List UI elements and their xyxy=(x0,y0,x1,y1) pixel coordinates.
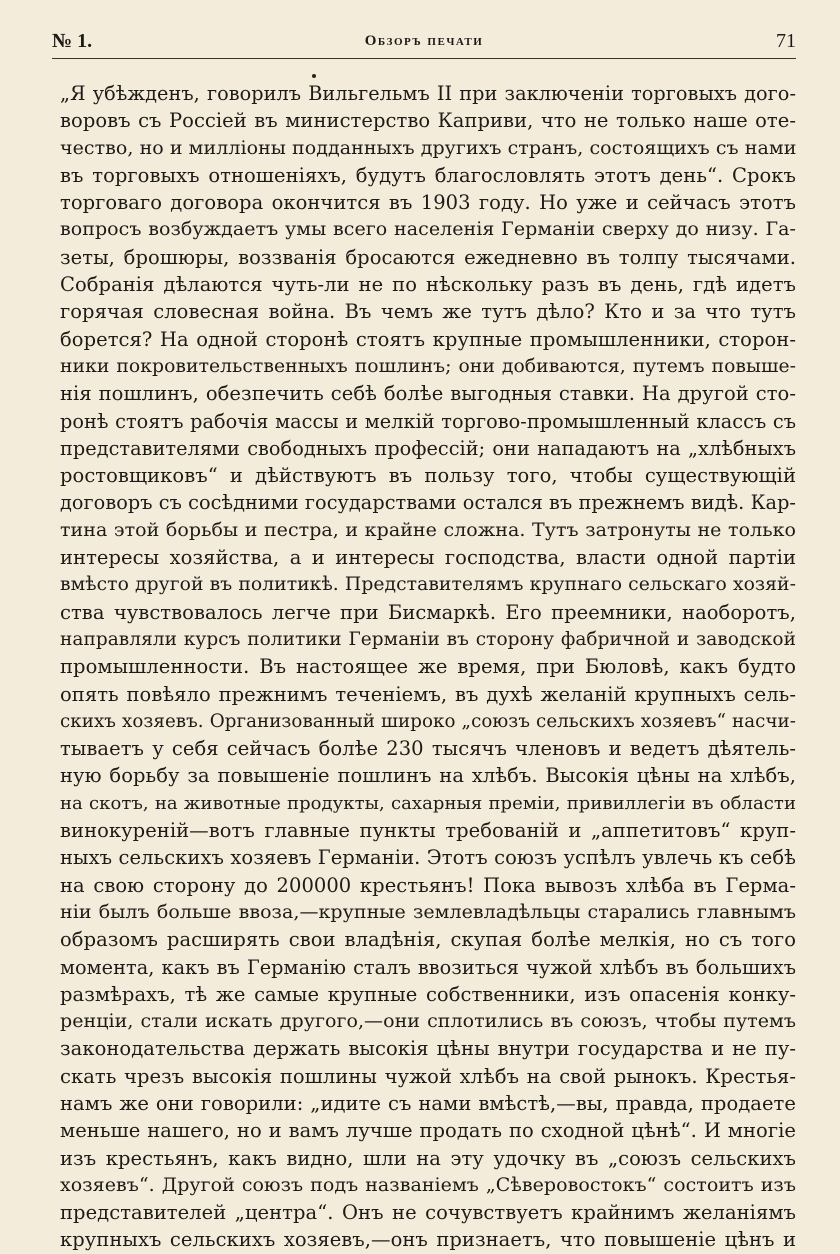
text-line: договоръ съ сосѣдними государствами остался въ прежнемъ видѣ. Кар- xyxy=(60,491,796,515)
text-line: скихъ хозяевъ. Организованный широко „союзъ сельскихъ хозяевъ“ насчи- xyxy=(60,710,796,732)
text-line: хозяевъ“. Другой союзъ подъ названіемъ „Сѣверовостокъ“ состоитъ изъ xyxy=(60,1173,796,1196)
page-number: 71 xyxy=(776,30,796,52)
text-line: намъ же они говорили: „идите съ нами вмѣстѣ,—вы, правда, продаете xyxy=(60,1091,796,1115)
text-line: момента, какъ въ Германію сталъ ввозиться чужой хлѣбъ въ большихъ xyxy=(60,955,796,979)
text-line: Собранія дѣлаются чуть-ли не по нѣскольку разъ въ день, гдѣ идетъ xyxy=(60,273,796,297)
text-line: въ торговыхъ отношеніяхъ, будутъ благословлять этотъ день“. Срокъ xyxy=(60,163,796,187)
text-line: зеты, брошюры, воззванія бросаются ежедневно въ толпу тысячами. xyxy=(60,245,796,269)
text-line: представителей „центра“. Онъ не сочувствуетъ крайнимъ желаніямъ xyxy=(60,1201,796,1225)
text-line: изъ крестьянъ, какъ видно, шли на эту удочку въ „союзъ сельскихъ xyxy=(60,1146,796,1170)
text-line: крупныхъ сельскихъ хозяевъ,—онъ признаетъ, что повышеніе цѣнъ и xyxy=(60,1228,796,1252)
text-line: воровъ съ Россіей въ министерство Каприви, что не только наше оте- xyxy=(60,109,796,133)
header-rule xyxy=(52,58,796,59)
text-line: вопросъ возбуждаетъ умы всего населенія Германіи сверху до низу. Га- xyxy=(60,218,796,241)
text-line: ныхъ сельскихъ хозяевъ Германіи. Этотъ союзъ успѣлъ увлечь къ себѣ xyxy=(60,846,796,870)
text-line: на скотъ, на животные продукты, сахарныя преміи, привиллегіи въ области xyxy=(60,792,796,814)
text-line: „Я убѣжденъ, говорилъ Вильгельмъ II при заключеніи торговыхъ дого- xyxy=(60,82,796,105)
text-line: направляли курсъ политики Германіи въ сторону фабричной и заводской xyxy=(60,628,796,650)
text-line: нія пошлинъ, обезпечить себѣ болѣе выгодныя ставки. На другой сто- xyxy=(60,382,796,406)
text-line: меньше нашего, но и вамъ лучше продать по сходной цѣнѣ“. И многіе xyxy=(60,1119,796,1143)
text-line: винокуреній—вотъ главные пункты требованій и „аппетитовъ“ круп- xyxy=(60,819,796,843)
text-line: ренціи, стали искать другого,—они сплотились въ союзъ, чтобы путемъ xyxy=(60,1010,796,1033)
text-line: интересы хозяйства, а и интересы господства, власти одной партіи xyxy=(60,546,796,570)
text-line: тываетъ у себя сейчасъ болѣе 230 тысячъ членовъ и ведетъ дѣятель- xyxy=(60,737,796,761)
text-line: промышленности. Въ настоящее же время, при Бюловѣ, какъ будто xyxy=(60,655,796,679)
issue-number: № 1. xyxy=(52,30,93,52)
text-line: размѣрахъ, тѣ же самые крупные собственники, изъ опасенія конку- xyxy=(60,982,796,1006)
text-line: ростовщиковъ“ и дѣйствуютъ въ пользу того, чтобы существующій xyxy=(60,464,796,488)
text-line: ники покровительственныхъ пошлинъ; они добиваются, путемъ повыше- xyxy=(60,355,796,377)
text-line: образомъ расширять свои владѣнія, скупая болѣе мелкія, но съ того xyxy=(60,928,796,952)
text-line: представителями свободныхъ профессій; они нападаютъ на „хлѣбныхъ xyxy=(60,436,796,460)
body-text xyxy=(60,80,796,1254)
text-line: ніи былъ больше ввоза,—крупные землевладѣльцы старались главнымъ xyxy=(60,900,796,923)
text-line: борется? На одной сторонѣ стоятъ крупные промышленники, сторон- xyxy=(60,327,796,351)
text-line: ронѣ стоятъ рабочія массы и мелкій торгово-промышленный классъ съ xyxy=(60,409,796,433)
text-line: ную борьбу за повышеніе пошлинъ на хлѣбъ. Высокія цѣны на хлѣбъ, xyxy=(60,764,796,788)
text-line: тина этой борьбы и пестра, и крайне сложна. Тутъ затронуты не только xyxy=(60,518,796,541)
text-line: на свою сторону до 200000 крестьянъ! Пока вывозъ хлѣба въ Герма- xyxy=(60,873,796,897)
text-line: опять повѣяло прежнимъ теченіемъ, въ духѣ желаній крупныхъ сель- xyxy=(60,682,796,706)
text-line: ства чувствовалось легче при Бисмаркѣ. Его преемники, наоборотъ, xyxy=(60,600,796,624)
running-title: Обзоръ печати xyxy=(364,33,484,49)
ink-speck xyxy=(312,74,316,78)
text-line: скать чрезъ высокія пошлины чужой хлѣбъ на свой рынокъ. Крестья- xyxy=(60,1064,796,1088)
text-line: торговаго договора окончится въ 1903 году. Но уже и сейчасъ этотъ xyxy=(60,191,796,215)
text-line: вмѣсто другой въ политикѣ. Представителямъ крупнаго сельскаго хозяй- xyxy=(60,574,796,596)
running-head xyxy=(52,30,796,58)
text-line: чество, но и милліоны подданныхъ другихъ странъ, состоящихъ съ нами xyxy=(60,136,796,159)
text-line: горячая словесная война. Въ чемъ же тутъ дѣло? Кто и за что тутъ xyxy=(60,300,796,324)
text-line: законодательства держать высокія цѣны внутри государства и не пу- xyxy=(60,1037,796,1061)
